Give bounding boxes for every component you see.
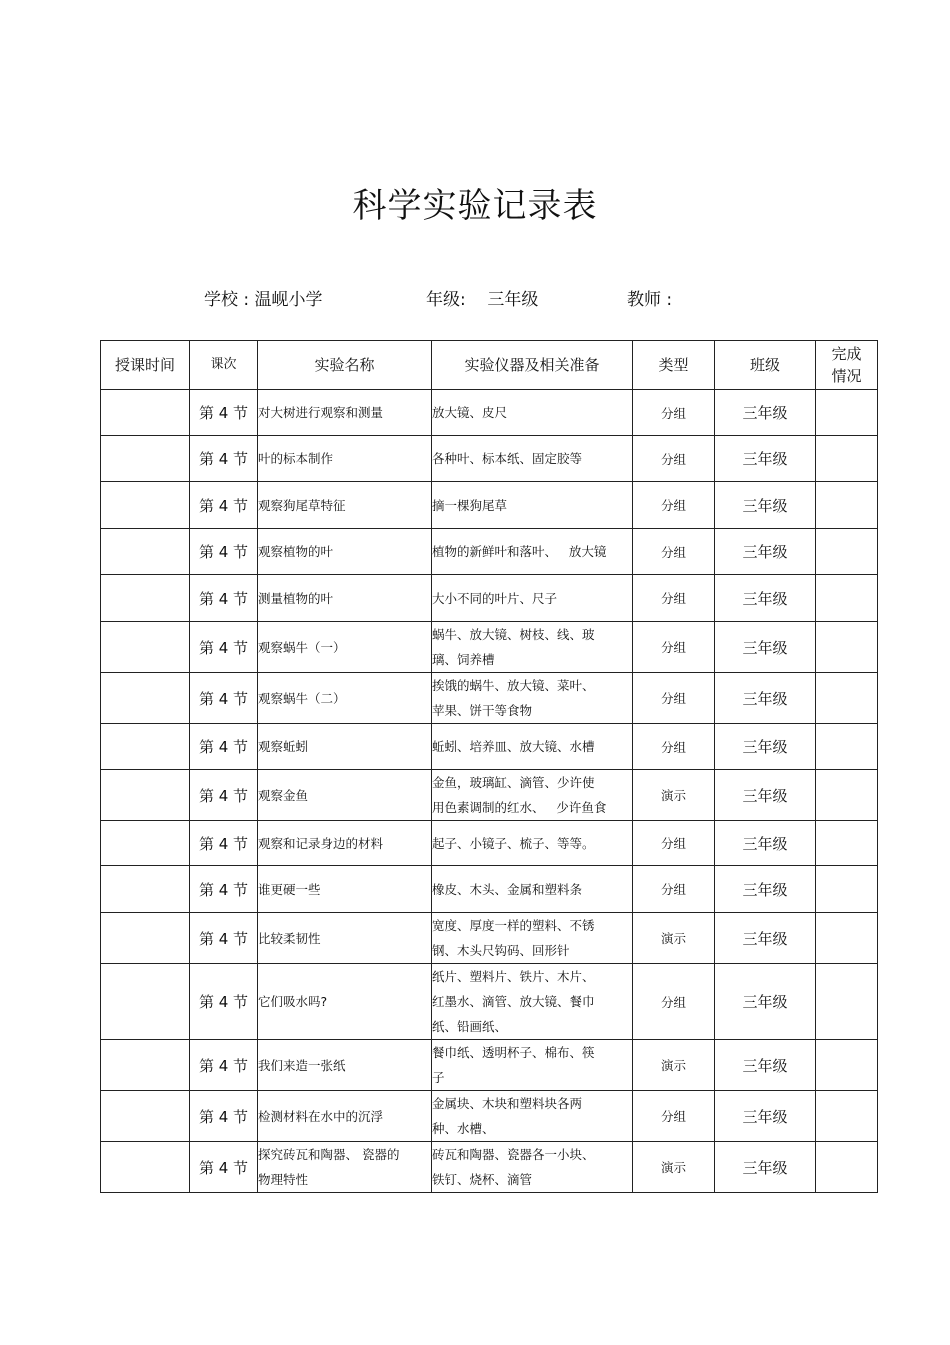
header-equipment: 实验仪器及相关准备 (432, 341, 633, 390)
experiment-name-cell (258, 575, 432, 622)
class-cell: 三年级 (715, 724, 816, 770)
equipment-cell (432, 770, 633, 821)
class-cell: 三年级 (715, 964, 816, 1040)
table-row (101, 724, 878, 770)
type-cell: 分组 (633, 529, 715, 575)
class-cell: 三年级 (715, 770, 816, 821)
type-cell: 演示 (633, 913, 715, 964)
header-row (101, 341, 878, 390)
equipment-line: 放大镜、皮尺 (432, 405, 508, 420)
time-cell (101, 1091, 190, 1142)
completion-cell (816, 673, 878, 724)
equipment-line: 蚯蚓、培养皿、放大镜、水槽 (432, 739, 595, 754)
lesson-cell: 第 4 节 (190, 866, 258, 913)
equipment-cell (432, 482, 633, 529)
completion-cell (816, 964, 878, 1040)
class-cell: 三年级 (715, 436, 816, 482)
experiment-name-text: 观察蚯蚓 (258, 739, 309, 754)
class-cell: 三年级 (715, 482, 816, 529)
equipment-line: 纸、铅画纸、 (432, 1019, 508, 1034)
time-cell (101, 673, 190, 724)
teacher-field: 教师 : (627, 290, 673, 310)
experiment-name-text: 观察蜗牛（一） (258, 639, 346, 655)
experiment-name-cell (258, 821, 432, 866)
experiment-name-cell (258, 964, 432, 1040)
equipment-line: 蜗牛、放大镜、树枝、线、玻 (432, 627, 595, 642)
lesson-cell: 第 4 节 (190, 1040, 258, 1091)
equipment-line: 餐巾纸、透明杯子、棉布、筷 (432, 1045, 595, 1060)
experiment-name-cell (258, 529, 432, 575)
table-row (101, 964, 878, 1040)
completion-cell (816, 821, 878, 866)
table-row (101, 1091, 878, 1142)
equipment-cell (432, 866, 633, 913)
header-done (816, 341, 878, 390)
type-cell: 分组 (633, 1091, 715, 1142)
lesson-cell: 第 4 节 (190, 436, 258, 482)
lesson-cell: 第 4 节 (190, 964, 258, 1040)
header-type: 类型 (633, 341, 715, 390)
equipment-line: 挨饿的蜗牛、放大镜、菜叶、 (432, 678, 595, 693)
experiment-name-cell (258, 1040, 432, 1091)
experiment-name-text: 探究砖瓦和陶器、 瓷器的 物理特性 (258, 1147, 400, 1187)
equipment-line: 钢、木头尺钩码、回形针 (432, 943, 570, 958)
time-cell (101, 866, 190, 913)
experiment-name-cell (258, 770, 432, 821)
time-cell (101, 770, 190, 821)
lesson-cell: 第 4 节 (190, 482, 258, 529)
class-cell: 三年级 (715, 673, 816, 724)
equipment-cell (432, 529, 633, 575)
type-cell: 分组 (633, 724, 715, 770)
equipment-cell (432, 390, 633, 436)
experiment-name-text: 它们吸水吗? (258, 994, 328, 1009)
completion-cell (816, 529, 878, 575)
time-cell (101, 1040, 190, 1091)
completion-cell (816, 482, 878, 529)
completion-cell (816, 1142, 878, 1193)
completion-cell (816, 622, 878, 673)
completion-cell (816, 724, 878, 770)
experiment-name-cell (258, 724, 432, 770)
equipment-line: 砖瓦和陶器、瓷器各一小块、 (432, 1147, 595, 1162)
type-cell: 分组 (633, 964, 715, 1040)
experiment-name-text: 对大树进行观察和测量 (258, 405, 384, 420)
experiment-name-text: 观察和记录身边的材料 (258, 835, 384, 851)
table-row (101, 575, 878, 622)
experiment-name-text: 测量植物的叶 (258, 590, 334, 606)
experiment-record-table (100, 340, 878, 1193)
header-time: 授课时间 (101, 341, 190, 390)
lesson-cell: 第 4 节 (190, 724, 258, 770)
type-cell: 演示 (633, 1142, 715, 1193)
class-cell: 三年级 (715, 1040, 816, 1091)
time-cell (101, 913, 190, 964)
lesson-cell: 第 4 节 (190, 913, 258, 964)
page-title: 科学实验记录表 (352, 186, 598, 226)
type-cell: 分组 (633, 622, 715, 673)
experiment-name-text: 观察植物的叶 (258, 544, 334, 559)
time-cell (101, 724, 190, 770)
equipment-line: 摘一棵狗尾草 (432, 497, 508, 513)
equipment-line: 璃、饲养槽 (432, 652, 495, 667)
type-cell: 分组 (633, 390, 715, 436)
equipment-cell (432, 913, 633, 964)
experiment-name-cell (258, 622, 432, 673)
experiment-name-text: 叶的标本制作 (258, 451, 334, 466)
equipment-cell (432, 1142, 633, 1193)
time-cell (101, 622, 190, 673)
school-field: 学校 : 温岘小学 (204, 290, 323, 310)
experiment-name-text: 观察蜗牛（二） (258, 690, 346, 706)
time-cell (101, 482, 190, 529)
completion-cell (816, 770, 878, 821)
equipment-line: 宽度、厚度一样的塑料、不锈 (432, 918, 595, 933)
table-row (101, 1040, 878, 1091)
equipment-line: 金鱼，玻璃缸、滴管、少许使 (432, 775, 595, 790)
type-cell: 分组 (633, 575, 715, 622)
time-cell (101, 1142, 190, 1193)
table-row (101, 436, 878, 482)
experiment-name-cell (258, 390, 432, 436)
lesson-cell: 第 4 节 (190, 821, 258, 866)
type-cell: 演示 (633, 770, 715, 821)
lesson-cell: 第 4 节 (190, 1142, 258, 1193)
time-cell (101, 529, 190, 575)
class-cell: 三年级 (715, 913, 816, 964)
type-cell: 分组 (633, 821, 715, 866)
equipment-cell (432, 1040, 633, 1091)
equipment-cell (432, 436, 633, 482)
equipment-cell (432, 575, 633, 622)
table-row (101, 390, 878, 436)
lesson-cell: 第 4 节 (190, 1091, 258, 1142)
class-cell: 三年级 (715, 1142, 816, 1193)
experiment-name-cell (258, 482, 432, 529)
lesson-cell: 第 4 节 (190, 673, 258, 724)
table-row (101, 821, 878, 866)
table-row (101, 866, 878, 913)
equipment-line: 红墨水、滴管、放大镜、餐巾 (432, 994, 595, 1009)
table-row (101, 482, 878, 529)
time-cell (101, 390, 190, 436)
equipment-cell (432, 622, 633, 673)
lesson-cell: 第 4 节 (190, 770, 258, 821)
class-cell: 三年级 (715, 1091, 816, 1142)
equipment-line: 金属块、木块和塑料块各两 (432, 1096, 583, 1111)
header-done-line1: 完成 (831, 345, 862, 363)
header-name: 实验名称 (258, 341, 432, 390)
equipment-cell (432, 1091, 633, 1142)
class-cell: 三年级 (715, 529, 816, 575)
equipment-line: 起子、小镜子、梳子、等等。 (432, 835, 595, 851)
grade-field: 年级: 三年级 (426, 290, 539, 310)
experiment-name-text: 比较柔韧性 (258, 930, 321, 946)
header-class: 班级 (715, 341, 816, 390)
equipment-line: 用色素调制的红水、 少许鱼食 (432, 800, 607, 815)
equipment-line: 植物的新鲜叶和落叶、 放大镜 (432, 544, 607, 559)
equipment-cell (432, 724, 633, 770)
class-cell: 三年级 (715, 622, 816, 673)
class-cell: 三年级 (715, 575, 816, 622)
table-row (101, 622, 878, 673)
equipment-line: 子 (432, 1070, 445, 1085)
equipment-line: 铁钉、烧杯、滴管 (432, 1172, 533, 1187)
equipment-line: 纸片、塑料片、铁片、木片、 (432, 969, 595, 984)
experiment-name-text: 谁更硬一些 (258, 881, 321, 897)
experiment-name-cell (258, 913, 432, 964)
table-row (101, 1142, 878, 1193)
experiment-name-cell (258, 866, 432, 913)
experiment-name-text: 观察金鱼 (258, 787, 309, 803)
type-cell: 分组 (633, 866, 715, 913)
table-body (101, 390, 878, 1193)
completion-cell (816, 1040, 878, 1091)
class-cell: 三年级 (715, 821, 816, 866)
experiment-name-cell (258, 1091, 432, 1142)
equipment-line: 大小不同的叶片、尺子 (432, 590, 558, 606)
experiment-name-text: 检测材料在水中的沉浮 (258, 1108, 384, 1124)
equipment-line: 苹果、饼干等食物 (432, 703, 533, 718)
experiment-name-cell (258, 436, 432, 482)
equipment-cell (432, 821, 633, 866)
equipment-cell (432, 964, 633, 1040)
completion-cell (816, 866, 878, 913)
type-cell: 分组 (633, 673, 715, 724)
time-cell (101, 575, 190, 622)
equipment-line: 各种叶、标本纸、固定胶等 (432, 451, 583, 466)
equipment-line: 橡皮、木头、金属和塑料条 (432, 881, 583, 897)
type-cell: 分组 (633, 482, 715, 529)
time-cell (101, 821, 190, 866)
header-done-line2: 情况 (831, 367, 862, 385)
lesson-cell: 第 4 节 (190, 622, 258, 673)
table-row (101, 529, 878, 575)
header-lesson: 课次 (190, 341, 258, 390)
completion-cell (816, 390, 878, 436)
completion-cell (816, 913, 878, 964)
lesson-cell: 第 4 节 (190, 390, 258, 436)
experiment-name-cell (258, 673, 432, 724)
experiment-name-text: 我们来造一张纸 (258, 1057, 346, 1073)
lesson-cell: 第 4 节 (190, 575, 258, 622)
type-cell: 分组 (633, 436, 715, 482)
experiment-name-cell (258, 1142, 432, 1193)
completion-cell (816, 436, 878, 482)
table-row (101, 913, 878, 964)
table-row (101, 770, 878, 821)
table-row (101, 673, 878, 724)
class-cell: 三年级 (715, 866, 816, 913)
time-cell (101, 964, 190, 1040)
experiment-name-text: 观察狗尾草特征 (258, 497, 346, 513)
completion-cell (816, 575, 878, 622)
time-cell (101, 436, 190, 482)
lesson-cell: 第 4 节 (190, 529, 258, 575)
equipment-line: 种、水槽、 (432, 1121, 495, 1136)
type-cell: 演示 (633, 1040, 715, 1091)
class-cell: 三年级 (715, 390, 816, 436)
equipment-cell (432, 673, 633, 724)
completion-cell (816, 1091, 878, 1142)
